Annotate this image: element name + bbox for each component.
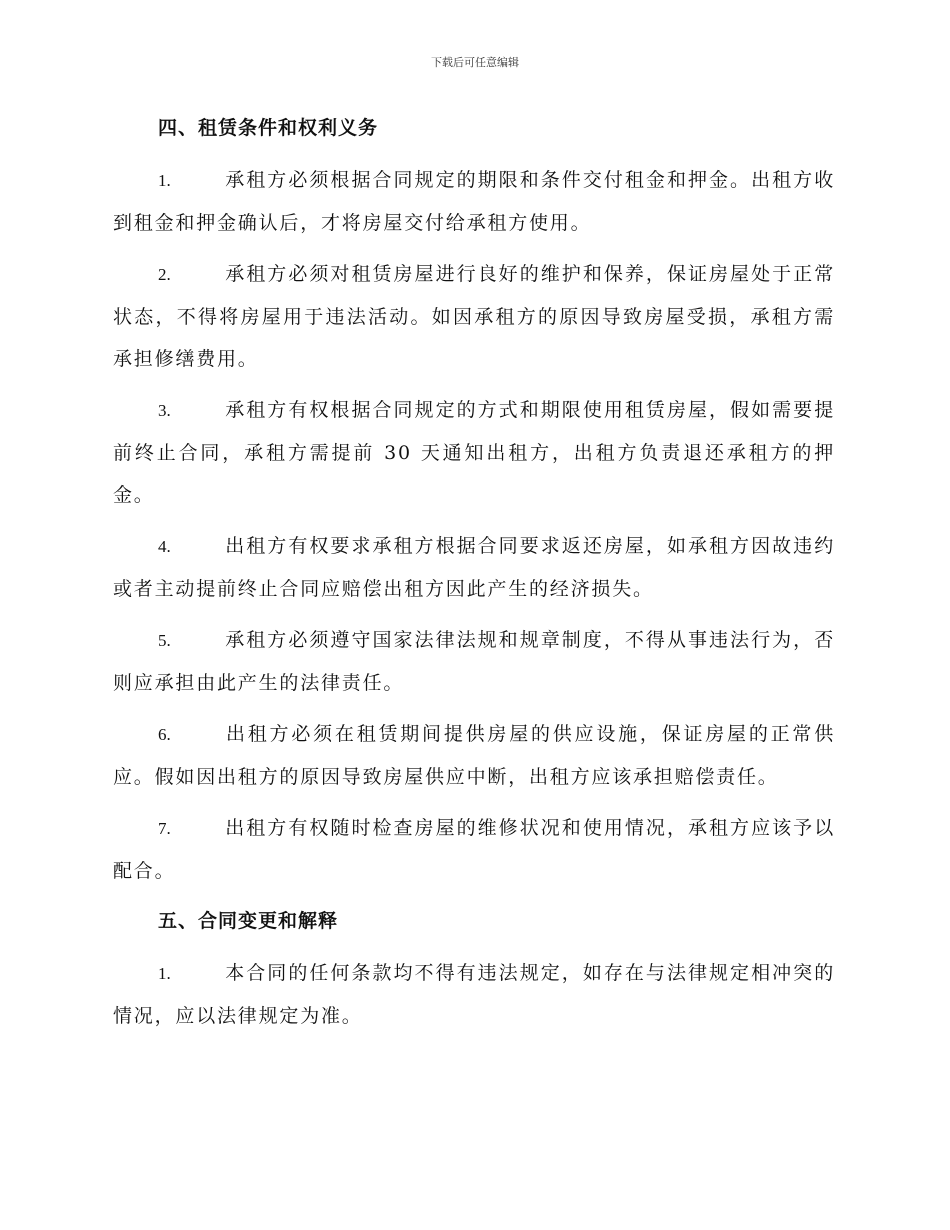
clause-4-7 — [113, 807, 835, 892]
clause-number: 2. — [158, 265, 171, 284]
clause-text: 本合同的任何条款均不得有违法规定，如存在与法律规定相冲突的情况，应以法律规定为准。 — [113, 962, 835, 1027]
clause-text: 承租方必须对租赁房屋进行良好的维护和保养，保证房屋处于正常状态，不得将房屋用于违法活动。如因承租方的原因导致房屋受损，承租方需承担修缮费用。 — [113, 263, 835, 370]
clause-number: 5. — [158, 631, 171, 650]
clause-text: 出租方必须在租赁期间提供房屋的供应设施，保证房屋的正常供应。假如因出租方的原因导致房屋供应中断，出租方应该承担赔偿责任。 — [113, 723, 835, 788]
clause-number: 1. — [158, 171, 171, 190]
clause-number: 7. — [158, 819, 171, 838]
clause-4-5 — [113, 619, 835, 704]
clause-text: 承租方必须根据合同规定的期限和条件交付租金和押金。出租方收到租金和押金确认后，才将房屋交付给承租方使用。 — [113, 169, 835, 234]
clause-number: 3. — [158, 401, 171, 420]
clause-5-1 — [113, 952, 835, 1037]
document-body — [113, 108, 835, 1046]
header-note: 下载后可任意编辑 — [431, 56, 519, 69]
clause-number: 4. — [158, 537, 171, 556]
clause-4-2 — [113, 253, 835, 380]
clause-text: 出租方有权要求承租方根据合同要求返还房屋，如承租方因故违约或者主动提前终止合同应赔偿出租方因此产生的经济损失。 — [113, 535, 835, 600]
clause-4-3 — [113, 389, 835, 516]
clause-4-1 — [113, 159, 835, 244]
clause-4-4 — [113, 525, 835, 610]
clause-number: 1. — [158, 964, 171, 983]
clause-text: 承租方有权根据合同规定的方式和期限使用租赁房屋，假如需要提前终止合同，承租方需提前 30 天通知出租方，出租方负责退还承租方的押金。 — [113, 399, 835, 506]
section-title-5: 五、合同变更和解释 — [158, 910, 339, 932]
clause-4-6 — [113, 713, 835, 798]
clause-number: 6. — [158, 725, 171, 744]
clause-text: 出租方有权随时检查房屋的维修状况和使用情况，承租方应该予以配合。 — [113, 817, 835, 882]
section-title-4: 四、租赁条件和权利义务 — [158, 117, 379, 139]
clause-text: 承租方必须遵守国家法律法规和规章制度，不得从事违法行为，否则应承担由此产生的法律责任。 — [113, 629, 835, 694]
